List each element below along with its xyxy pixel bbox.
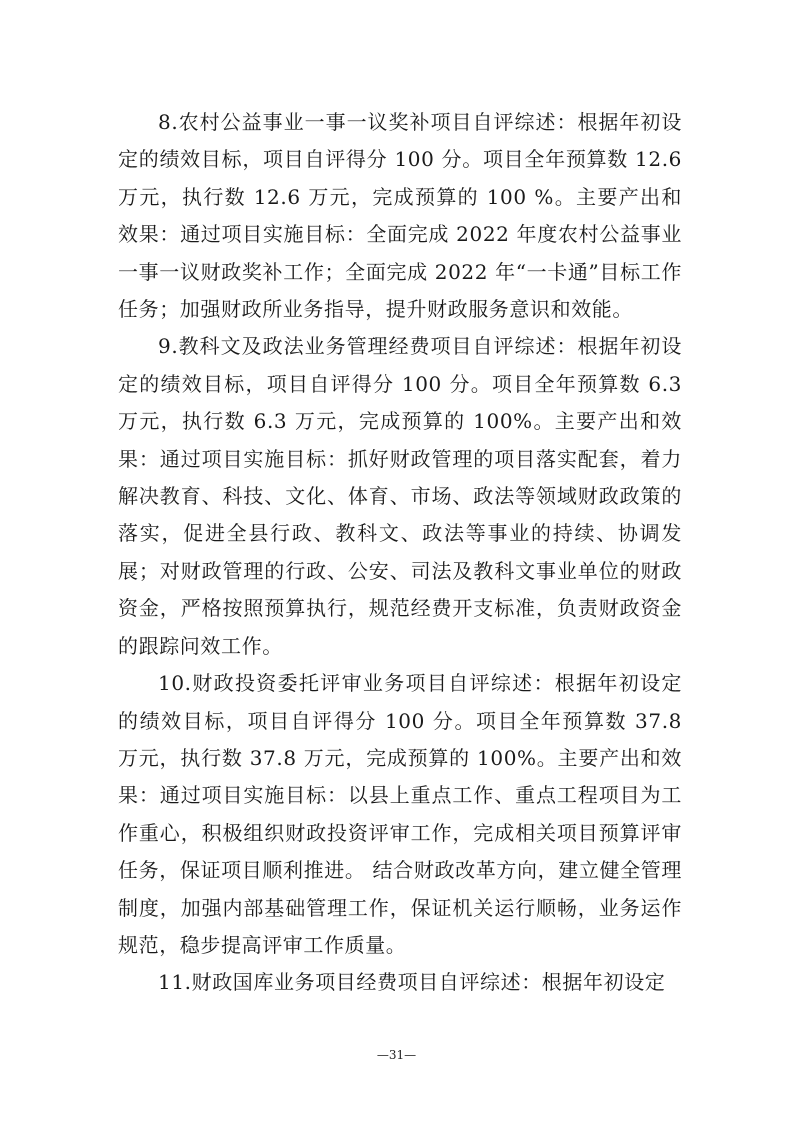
paragraph-item-11: 11.财政国库业务项目经费项目自评综述：根据年初设定 [158,970,666,995]
paragraph-item-9: 9.教科文及政法业务管理经费项目自评综述：根据年初设定的绩效目标，项目自评得分 100 分。项目全年预算数 6.3 万元，执行数 6.3 万元，完成预算的 100%。主要产出和效果：通过项目实施目标：抓好财政管理的项目落实配套，着力解决教育、科技、文化、体育、市场、政法等领域财政政策的落实，促进全县行政、教科文、政法等事业的持续、协调发展；对财政管理的行政、公安、司法及教科文事业单位的财政资金，严格按照预算执行，规范经费开支标准，负责财政资金的跟踪问效工作。 [118,334,682,658]
document-body [118,104,682,1002]
paragraph-item-8: 8.农村公益事业一事一议奖补项目自评综述：根据年初设定的绩效目标，项目自评得分 100 分。项目全年预算数 12.6 万元，执行数 12.6 万元，完成预算的 100 %。主要产出和效果：通过项目实施目标：全面完成 2022 年度农村公益事业一事一议财政奖补工作；全面完成 2022 年“一卡通”目标工作任务；加强财政所业务指导，提升财政服务意识和效能。 [118,110,682,322]
paragraph-item-10: 10.财政投资委托评审业务项目自评综述：根据年初设定的绩效目标，项目自评得分 100 分。项目全年预算数 37.8 万元，执行数 37.8 万元，完成预算的 100%。主要产出和效果：通过项目实施目标：以县上重点工作、重点工程项目为工作重心，积极组织财政投资评审工作，完成相关项目预算评审任务，保证项目顺利推进。 结合财政改革方向，建立健全管理制度，加强内部基础管理工作，保证机关运行顺畅，业务运作规范，稳步提高评审工作质量。 [118,671,682,957]
page-number: —31— [376,1048,417,1062]
